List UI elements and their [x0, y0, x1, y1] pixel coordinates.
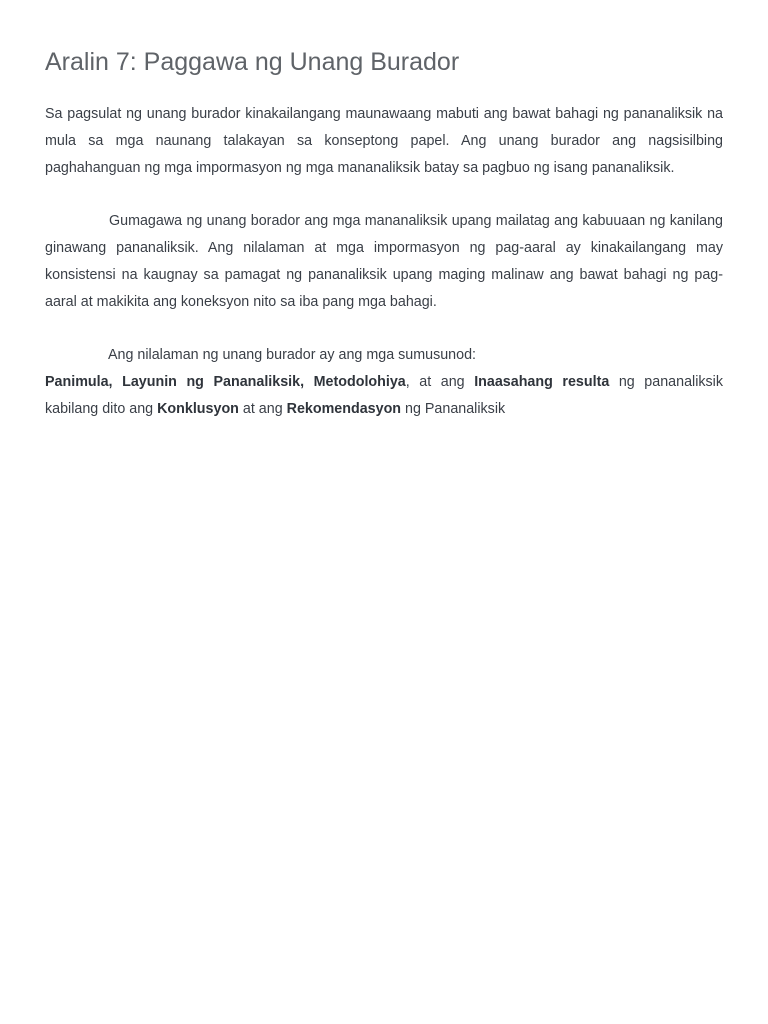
paragraph-spacer [45, 315, 723, 342]
connector-text: , at ang [405, 373, 475, 390]
bold-conclusion: Konklusyon [157, 400, 239, 417]
paragraph-spacer [45, 181, 723, 208]
connector-text: at ang [238, 400, 287, 417]
document-body [45, 101, 723, 423]
page-title: Aralin 7: Paggawa ng Unang Burador [45, 48, 460, 76]
bold-sections: Panimula, Layunin ng Pananaliksik, Metodolohiya [45, 373, 406, 390]
connector-text: ng pananaliksik kabilang dito ang [45, 373, 723, 417]
bold-recommendation: Rekomendasyon [286, 400, 402, 417]
connector-text: ng Pananaliksik [401, 400, 506, 417]
paragraph-contents-list [45, 369, 723, 423]
bold-expected-result: Inaasahang resulta [474, 373, 610, 390]
paragraph-intro: Sa pagsulat ng unang burador kinakailangang maunawaang mabuti ang bawat bahagi ng pananaliksik na mula sa mga naunang talakayan sa konseptong papel. Ang unang burador ang nagsisilbing paghahanguan ng mga impormasyon ng mga mananaliksik batay sa pagbuo ng isang pananaliksik. [45, 106, 723, 176]
paragraph-purpose: Gumagawa ng unang borador ang mga mananaliksik upang mailatag ang kabuuaan ng kanilang ginawang pananaliksik. Ang nilalaman at mga impormasyon ng pag-aaral ay kinakailangang may konsistensi na kaugnay sa pamagat ng pananaliksik upang maging malinaw ang bawat bahagi ng pag-aaral at makikita ang koneksyon nito sa iba pang mga bahagi. [45, 213, 723, 310]
paragraph-lead-in: Ang nilalaman ng unang burador ay ang mga sumusunod: [108, 347, 476, 364]
